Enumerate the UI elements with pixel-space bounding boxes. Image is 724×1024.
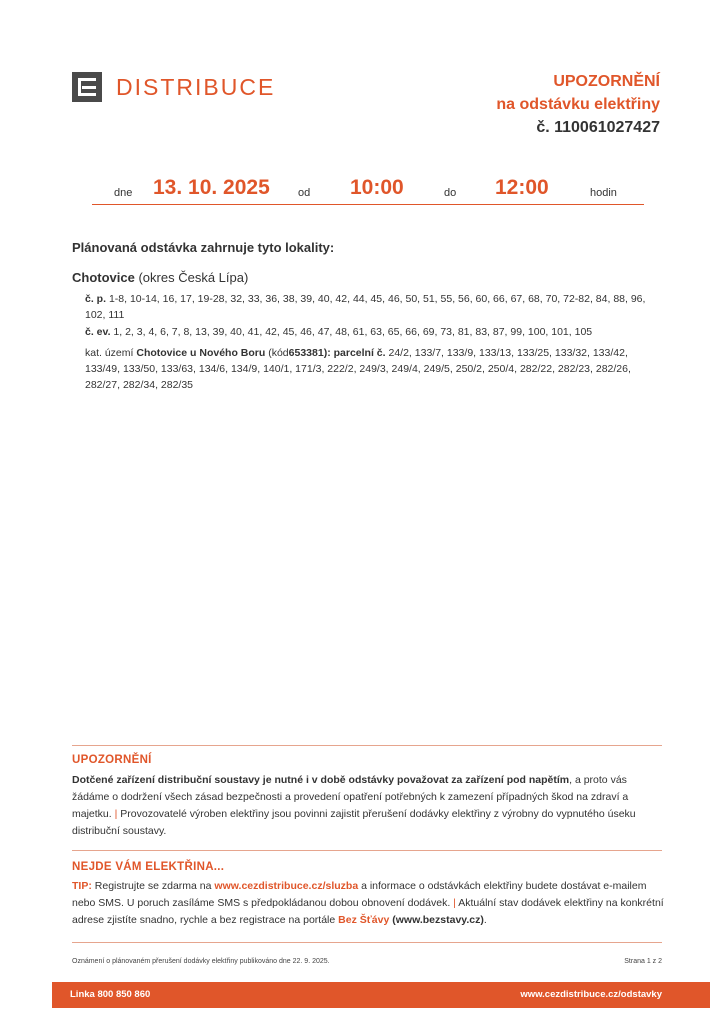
warning-bold-text: Dotčené zařízení distribuční soustavy je nutné i v době odstávky považovat za zařízení pod napětím: [72, 774, 570, 786]
warning-separator: |: [114, 808, 118, 820]
house-numbers-label: č. p.: [85, 293, 107, 305]
cadastral-code-suffix: ):: [323, 347, 331, 359]
town-district: (okres Česká Lípa): [138, 270, 249, 285]
outage-start-time: 10:00: [350, 176, 404, 199]
house-numbers-values: 1-8, 10-14, 16, 17, 19-28, 32, 33, 36, 38, 39, 40, 42, 44, 45, 46, 50, 51, 55, 56, 60, 66, 67, 68, 70, 72-82, 84, 88, 96, 102, 111: [85, 293, 646, 321]
town-line: [72, 270, 248, 285]
tip-title: NEJDE VÁM ELEKTŘINA...: [72, 861, 225, 873]
cez-logo-icon: [72, 72, 102, 102]
house-numbers: [85, 291, 665, 323]
tip-text: [72, 878, 664, 929]
registry-numbers-label: č. ev.: [85, 326, 111, 338]
page-number: Strana 1 z 2: [624, 958, 662, 965]
divider: [72, 745, 662, 746]
outage-end-time: 12:00: [495, 176, 549, 199]
cadastral-code: 653381: [288, 347, 324, 359]
cadastral-parcels: [85, 345, 665, 393]
hotline[interactable]: Linka 800 850 860: [70, 989, 151, 1000]
town-name: Chotovice: [72, 270, 135, 285]
notice-heading: [496, 70, 660, 139]
outage-date-row: [92, 172, 644, 205]
cadastral-prefix: kat. území: [85, 347, 134, 359]
tip-text-4: .: [483, 914, 487, 926]
notice-title: UPOZORNĚNÍ: [553, 73, 660, 90]
warning-text-1: , a proto vás žádáme o dodržení všech zásad bezpečnosti a provedení opatření potřebných k zamezení případných škod na zdraví a majetku.: [72, 774, 629, 820]
divider: [72, 850, 662, 851]
cadastral-code-prefix: (kód: [268, 347, 289, 359]
portal-link[interactable]: (www.bezstavy.cz): [392, 914, 484, 926]
tip-separator: |: [453, 897, 456, 909]
tip-text-1: Registrujte se zdarma na: [94, 880, 212, 892]
from-label: od: [298, 187, 311, 199]
cadastral-name: Chotovice u Nového Boru: [136, 347, 266, 359]
to-label: do: [444, 187, 457, 199]
parcel-values: 24/2, 133/7, 133/9, 133/13, 133/25, 133/32, 133/42, 133/49, 133/50, 133/63, 134/6, 134/9, 140/1, 171/3, 222/2, 249/3, 249/4, 249/5, 250/2, 250/4, 282/22, 282/23, 282/26, 282/27, 282/34, 282/35: [85, 347, 631, 391]
warning-text: [72, 772, 664, 840]
notice-number: č. 110061027427: [536, 119, 660, 136]
tip-label: TIP:: [72, 880, 92, 892]
brand-name: DISTRIBUCE: [116, 73, 276, 100]
published-note: Oznámení o plánovaném přerušení dodávky elektřiny publikováno dne 22. 9. 2025.: [72, 958, 330, 965]
divider: [72, 942, 662, 943]
tip-text-2: a informace o odstávkách elektřiny budete dostávat e-mailem nebo SMS. U poruch zasíláme SMS s předpokládanou dobou obnovení dodávek.: [72, 880, 647, 909]
locations-intro: Plánovaná odstávka zahrnuje tyto lokality:: [72, 240, 335, 255]
date-label: dne: [114, 187, 133, 199]
website-link[interactable]: www.cezdistribuce.cz/odstavky: [520, 989, 662, 1000]
registry-numbers-values: 1, 2, 3, 4, 6, 7, 8, 13, 39, 40, 41, 42, 45, 46, 47, 48, 61, 63, 65, 66, 69, 73, 81, 83, 87, 99, 100, 101, 105: [113, 326, 593, 338]
brand-logo: [72, 72, 275, 102]
parcel-label: parcelní č.: [333, 347, 386, 359]
notice-subtitle: na odstávku elektřiny: [496, 96, 660, 113]
outage-date: 13. 10. 2025: [153, 176, 270, 199]
registration-link[interactable]: www.cezdistribuce.cz/sluzba: [214, 880, 359, 892]
portal-name: Bez Šťávy: [338, 914, 390, 926]
hours-label: hodin: [590, 187, 617, 199]
warning-text-2: Provozovatelé výroben elektřiny jsou povinni zajistit přerušení dodávky elektřiny z výrobny do vypnutého úseku distribuční soustavy.: [72, 808, 636, 837]
tip-text-3: Aktuální stav dodávek elektřiny na konkrétní adrese zjistíte snadno, rychle a bez registrace na portále: [72, 897, 664, 926]
warning-title: UPOZORNĚNÍ: [72, 754, 152, 766]
registry-numbers: [85, 324, 665, 340]
